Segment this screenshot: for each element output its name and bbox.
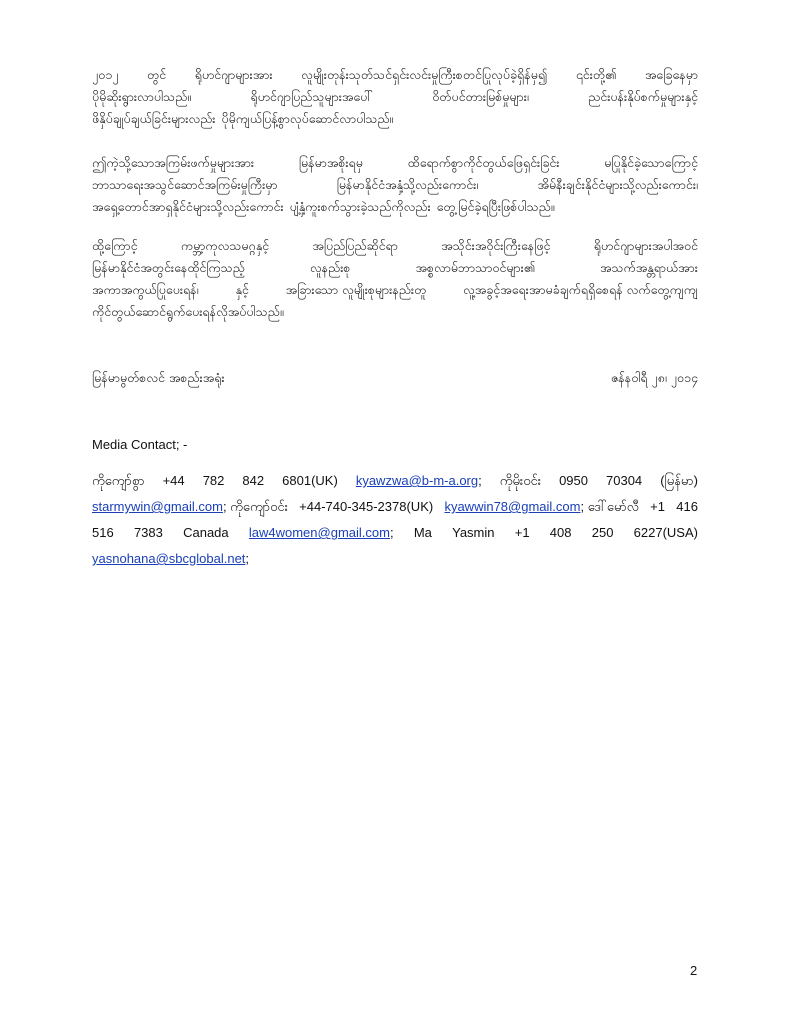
phone-segment: +1 [514, 525, 530, 540]
text-segment: ညင်းပန်းနိုပ်စက်မှုများနှင့် [588, 89, 698, 104]
separator: ; [389, 525, 394, 540]
email-group [92, 494, 288, 520]
contact-name: ကိုကျော်စွာ [92, 473, 145, 488]
text-segment: အပြည်ပြည်ဆိုင်ရာ [312, 238, 398, 253]
text-segment: အစ္စလာမ်ဘာသာဝင်များ၏ [415, 260, 535, 275]
phone-segment: 70304 [606, 473, 643, 488]
contact-name: ; ကိုကျော်ဝင်း [222, 499, 288, 514]
signoff [92, 370, 698, 389]
text-segment: ဤကဲ့သို့သောအကြမ်းဖက်မှုများအား [92, 155, 255, 170]
text-segment: အသက်အန္တရာယ်အား [600, 260, 698, 275]
phone-segment: +1 [650, 499, 665, 514]
phone-number: +44-740-345-2378(UK) [299, 499, 434, 514]
paragraph-1 [92, 64, 698, 130]
separator: ; [245, 551, 250, 566]
text-segment: တွေ့မြင်ခဲ့ရပြီးဖြစ်ပါသည်။ [436, 199, 555, 214]
phone-segment: 6801(UK) [282, 473, 338, 488]
contact-line-4 [92, 546, 698, 572]
email-group [444, 494, 638, 520]
text-segment: ဝိတ်ပင်တားမြစ်မှုများ၊ [432, 89, 529, 104]
text-segment: လူ့အခွင့်အရေးအာမခံချက်ရရှိစေရန် လက်တွေ့ကျကျ [463, 282, 698, 297]
paragraph-2-line-3 [92, 196, 698, 218]
contact-line-3 [92, 520, 698, 546]
text-segment: ကမ္ဘာ့ကုလသမဂ္ဂနှင့် [180, 238, 270, 253]
phone-segment: 516 [92, 525, 114, 540]
text-segment: ၎င်းတို့၏ [575, 67, 617, 82]
email-link[interactable]: kyawzwa@b-m-a.org [355, 473, 479, 488]
paragraph-1-line-2 [92, 86, 698, 108]
text-segment: ရိုဟင်ဂျာများအပါအဝင် [593, 238, 698, 253]
email-link[interactable]: yasnohana@sbcglobal.net [92, 551, 246, 566]
text-segment: ထိရောက်စွာကိုင်တွယ်ဖြေရှင်းခြင်း [407, 155, 560, 170]
text-segment: အရှေ့တောင်အာရှနိုင်ငံများသို့လည်းကောင်း [92, 199, 284, 214]
phone-segment: 408 [549, 525, 572, 540]
email-link[interactable]: law4women@gmail.com [248, 525, 390, 540]
separator: ; [478, 473, 482, 488]
page-number: 2 [690, 963, 698, 978]
text-segment: မြန်မာနိုင်ငံအတွင်းနေထိုင်ကြသည့် [92, 260, 245, 275]
paragraph-1-line-3 [92, 108, 698, 130]
media-contact-list [92, 468, 698, 572]
text-segment: ဖိနှိပ်ချုပ်ချယ်ခြင်းများလည်း [92, 111, 216, 126]
text-segment: ပိုမိုကျယ်ပြန့်စွာလုပ်ဆောင်လာပါသည်။ [221, 111, 394, 126]
text-segment: ဘာသာရေးအသွင်ဆောင်အကြမ်းမှုကြီးမှာ [92, 177, 278, 192]
text-segment: အခြားသော လူမျိုးစုများနည်းတူ [285, 282, 427, 297]
phone-segment: 6227(USA) [633, 525, 698, 540]
paragraph-3-line-1 [92, 235, 698, 257]
text-segment: လူနည်းစု [309, 260, 351, 275]
phone-segment: 416 [676, 499, 698, 514]
contact-name: ကိုမိုးဝင်း [499, 473, 542, 488]
organization-name: မြန်မာမွတ်စလင် အစည်းအရုံး [92, 370, 225, 385]
text-segment: ရိုဟင်ဂျာများအား [194, 67, 273, 82]
text-segment: ပျံ့နှံ့ကူးစက်သွားခဲ့သည်ကိုလည်း [289, 199, 431, 214]
text-segment: မပြုနိုင်ခဲ့သောကြောင့် [604, 155, 698, 170]
text-segment: မြန်မာနိုင်ငံအနှံ့သို့လည်းကောင်း၊ [336, 177, 479, 192]
text-segment: အခြေနေမှာ [644, 67, 698, 82]
text-segment: ကိုင်တွယ်ဆောင်ရွက်ပေးရန်လိုအပ်ပါသည်။ [92, 304, 284, 319]
text-segment: ရိုဟင်ဂျာပြည်သူများအပေါ် [250, 89, 373, 104]
phone-segment: 7383 [133, 525, 163, 540]
email-link[interactable]: starmywin@gmail.com [92, 499, 223, 514]
email-link[interactable]: kyawwin78@gmail.com [444, 499, 581, 514]
contact-name: ; ဒေါ်မော်လီ [580, 499, 639, 514]
contact-line-2 [92, 494, 698, 520]
contact-name: Ma [413, 525, 432, 540]
phone-segment: 250 [591, 525, 614, 540]
paragraph-3 [92, 235, 698, 323]
phone-segment: +44 [162, 473, 185, 488]
text-segment: မြန်မာအစိုးရမှ [298, 155, 363, 170]
document-date: ဇန်နဝါရီ ၂၈၊ ၂၀၁၄ [610, 370, 698, 385]
phone-segment: 782 [202, 473, 225, 488]
text-segment: နှင့် [235, 282, 249, 297]
text-segment: တွင် [146, 67, 167, 82]
paragraph-2 [92, 152, 698, 218]
text-segment: ၂၀၁၂ [92, 67, 119, 82]
text-segment: လူမျိုးတုန်းသုတ်သင်ရှင်းလင်းမှုကြီးစတင်ပြုလုပ်ခဲ့ရှိန်မှ၍ [301, 67, 548, 82]
text-segment: အိမ်နီးချင်းနိုင်ငံများသို့လည်းကောင်း၊ [537, 177, 698, 192]
media-contact-heading: Media Contact; - [92, 437, 188, 452]
paragraph-2-line-1 [92, 152, 698, 174]
phone-segment: 842 [242, 473, 265, 488]
email-group [249, 520, 394, 546]
paragraph-3-line-4 [92, 301, 698, 323]
country-label: Canada [183, 525, 229, 540]
paragraph-3-line-3 [92, 279, 698, 301]
contact-name: Yasmin [452, 525, 495, 540]
text-segment: ထို့ကြောင့် [92, 238, 138, 253]
text-segment: အကာအကွယ်ပြုပေးရန်၊ [92, 282, 199, 297]
email-group [356, 468, 482, 494]
country-label: (မြန်မာ) [660, 473, 698, 488]
paragraph-2-line-2 [92, 174, 698, 196]
contact-line-1 [92, 468, 698, 494]
paragraph-1-line-1 [92, 64, 698, 86]
paragraph-3-line-2 [92, 257, 698, 279]
text-segment: အသိုင်းအဝိုင်းကြီးနေဖြင့် [441, 238, 551, 253]
text-segment: ပိုမိုဆိုးရွားလာပါသည်။ [92, 89, 192, 104]
phone-segment: 0950 [559, 473, 588, 488]
